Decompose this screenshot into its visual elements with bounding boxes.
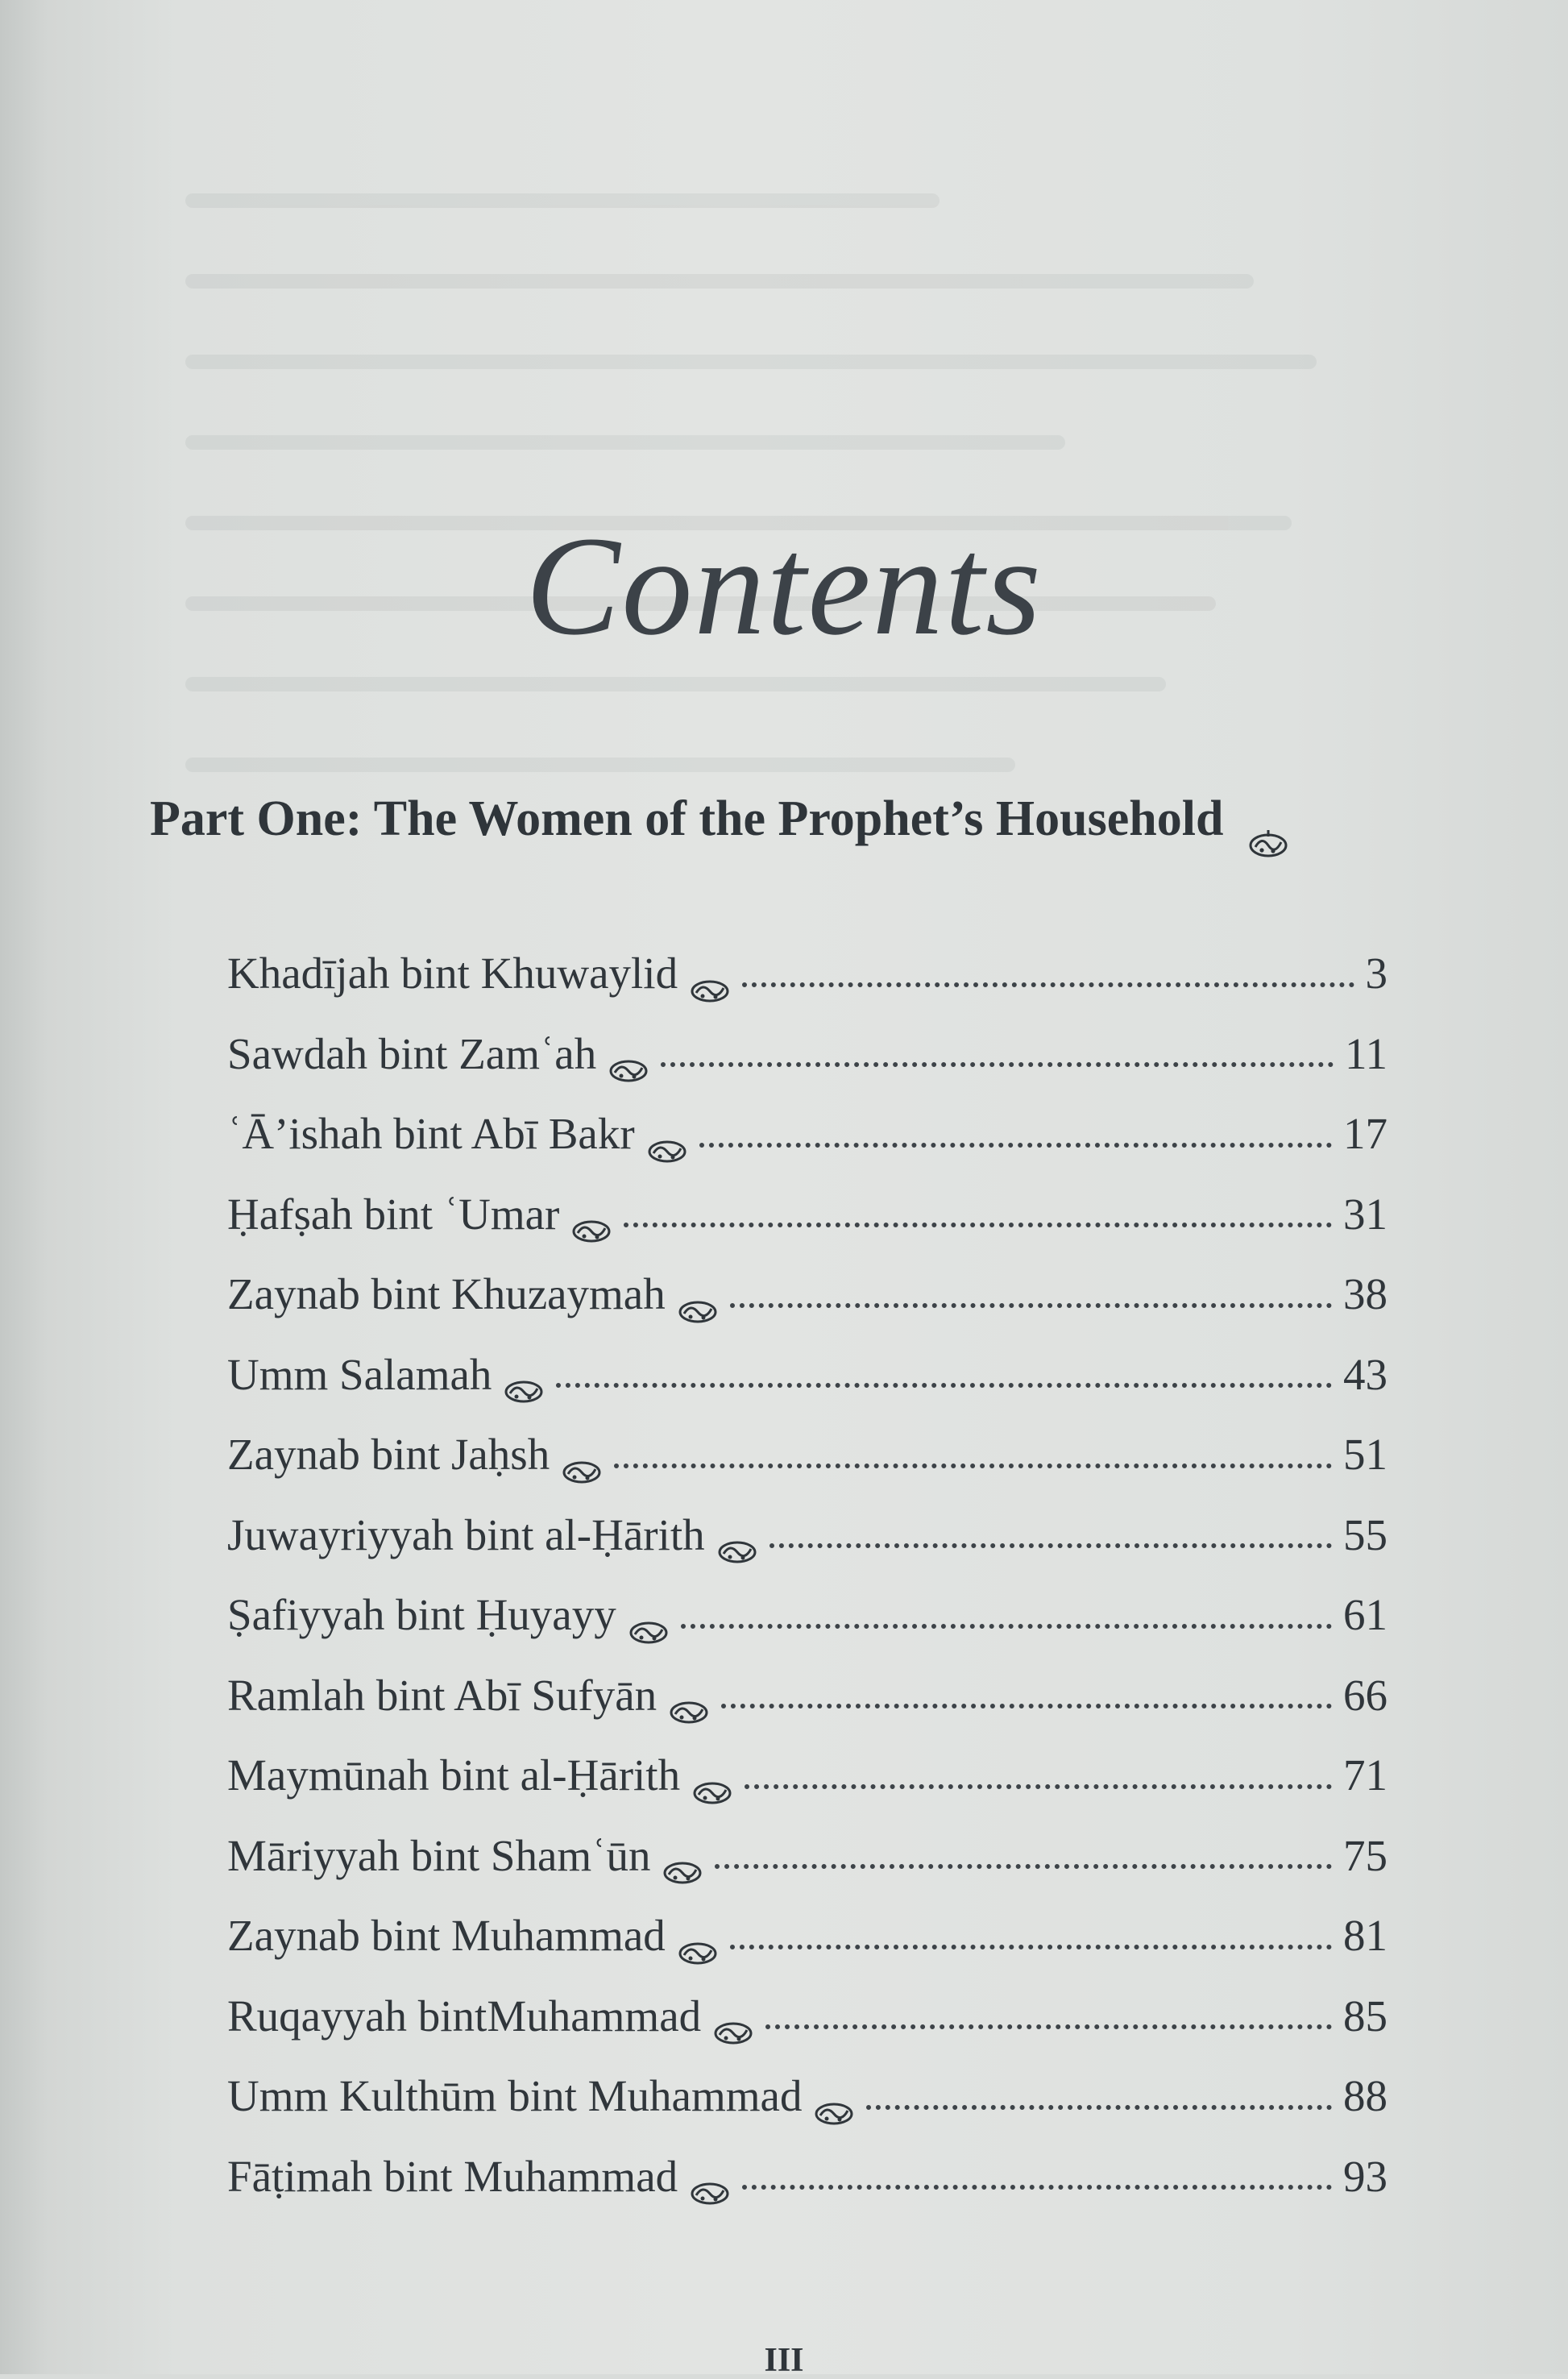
toc-entry — [227, 1575, 1388, 1655]
dot-leader — [742, 982, 1354, 987]
toc-entry-page-number: 31 — [1343, 1189, 1388, 1239]
toc-entry-title: Zaynab bint Muhammad — [227, 1911, 666, 1961]
honorific-icon — [813, 2086, 855, 2113]
toc-entry-title: Ruqayyah bintMuhammad — [227, 1991, 702, 2041]
table-of-contents — [227, 933, 1388, 2216]
toc-entry — [227, 1735, 1388, 1816]
dot-leader — [614, 1464, 1332, 1468]
honorific-icon — [712, 2005, 754, 2032]
toc-entry — [227, 1254, 1388, 1335]
honorific-icon — [570, 1203, 612, 1231]
toc-entry-page-number: 71 — [1343, 1750, 1388, 1800]
toc-entry — [227, 1094, 1388, 1174]
honorific-icon — [561, 1444, 603, 1472]
toc-entry-page-number: 75 — [1343, 1830, 1388, 1880]
toc-entry — [227, 1976, 1388, 2057]
honorific-icon — [689, 963, 731, 990]
dot-leader — [730, 1303, 1332, 1308]
honorific-icon — [668, 1684, 710, 1712]
honorific-icon — [677, 1925, 719, 1953]
honorific-icon — [608, 1043, 649, 1070]
toc-entry — [227, 1895, 1388, 1976]
part-title-text: Part One: The Women of the Prophet’s Household — [150, 791, 1224, 846]
honorific-icon — [689, 2165, 731, 2193]
toc-entry — [227, 2136, 1388, 2217]
toc-entry-page-number: 38 — [1343, 1269, 1388, 1319]
dot-leader — [699, 1143, 1332, 1148]
dot-leader — [715, 1864, 1332, 1869]
toc-entry-title: ʿĀ’ishah bint Abī Bakr — [227, 1109, 635, 1159]
toc-entry-title: Khadījah bint Khuwaylid — [227, 949, 678, 999]
toc-entry-page-number: 66 — [1343, 1670, 1388, 1720]
toc-entry-page-number: 43 — [1343, 1349, 1388, 1399]
toc-entry-title: Māriyyah bint Shamʿūn — [227, 1830, 651, 1880]
dot-leader — [769, 1543, 1332, 1548]
toc-entry-title: Umm Salamah — [227, 1349, 492, 1399]
honorific-icon — [646, 1123, 688, 1151]
contents-heading: Contents — [525, 508, 1043, 665]
toc-entry-title: Zaynab bint Jaḥsh — [227, 1430, 550, 1480]
honorific-icon — [716, 1524, 758, 1551]
honorific-icon — [662, 1845, 703, 1872]
dot-leader — [624, 1223, 1332, 1227]
toc-entry — [227, 2056, 1388, 2136]
part-heading — [150, 788, 1310, 849]
dot-leader — [721, 1704, 1332, 1708]
toc-entry-page-number: 11 — [1345, 1028, 1388, 1078]
dot-leader — [661, 1062, 1334, 1067]
toc-entry-title: Ṣafiyyah bint Ḥuyayy — [227, 1590, 616, 1640]
toc-entry-page-number: 88 — [1343, 2071, 1388, 2121]
toc-entry-page-number: 93 — [1343, 2151, 1388, 2201]
toc-entry — [227, 1414, 1388, 1495]
toc-entry-title: Sawdah bint Zamʿah — [227, 1028, 597, 1078]
page-number: III — [764, 2342, 804, 2379]
toc-entry-page-number: 85 — [1343, 1991, 1388, 2041]
honorific-icon — [677, 1284, 719, 1311]
toc-entry — [227, 1816, 1388, 1896]
toc-entry — [227, 1495, 1388, 1576]
toc-entry-title: Juwayriyyah bint al-Ḥārith — [227, 1509, 705, 1559]
toc-entry — [227, 1655, 1388, 1736]
honorific-icon — [628, 1605, 670, 1632]
toc-entry — [227, 1335, 1388, 1415]
toc-entry-title: Maymūnah bint al-Ḥārith — [227, 1750, 681, 1800]
honorific-icon — [1247, 813, 1289, 841]
toc-entry-page-number: 61 — [1343, 1590, 1388, 1640]
toc-entry-title: Ḥafṣah bint ʿUmar — [227, 1189, 560, 1239]
dot-leader — [556, 1383, 1332, 1388]
toc-entry — [227, 1174, 1388, 1255]
toc-entry-page-number: 81 — [1343, 1911, 1388, 1961]
honorific-icon — [691, 1765, 733, 1792]
toc-entry-title: Umm Kulthūm bint Muhammad — [227, 2071, 803, 2121]
toc-entry-title: Fāṭimah bint Muhammad — [227, 2151, 678, 2201]
dot-leader — [866, 2105, 1332, 2110]
toc-entry — [227, 933, 1388, 1014]
toc-entry-title: Ramlah bint Abī Sufyān — [227, 1670, 657, 1720]
honorific-icon — [503, 1364, 545, 1391]
toc-entry-title: Zaynab bint Khuzaymah — [227, 1269, 666, 1319]
toc-entry-page-number: 17 — [1343, 1109, 1388, 1159]
dot-leader — [765, 2024, 1332, 2029]
toc-entry-page-number: 55 — [1343, 1509, 1388, 1559]
dot-leader — [742, 2185, 1332, 2190]
dot-leader — [730, 1945, 1332, 1949]
toc-entry-page-number: 51 — [1343, 1430, 1388, 1480]
dot-leader — [681, 1624, 1332, 1629]
toc-entry — [227, 1014, 1388, 1094]
toc-entry-page-number: 3 — [1365, 949, 1388, 999]
dot-leader — [745, 1784, 1332, 1789]
